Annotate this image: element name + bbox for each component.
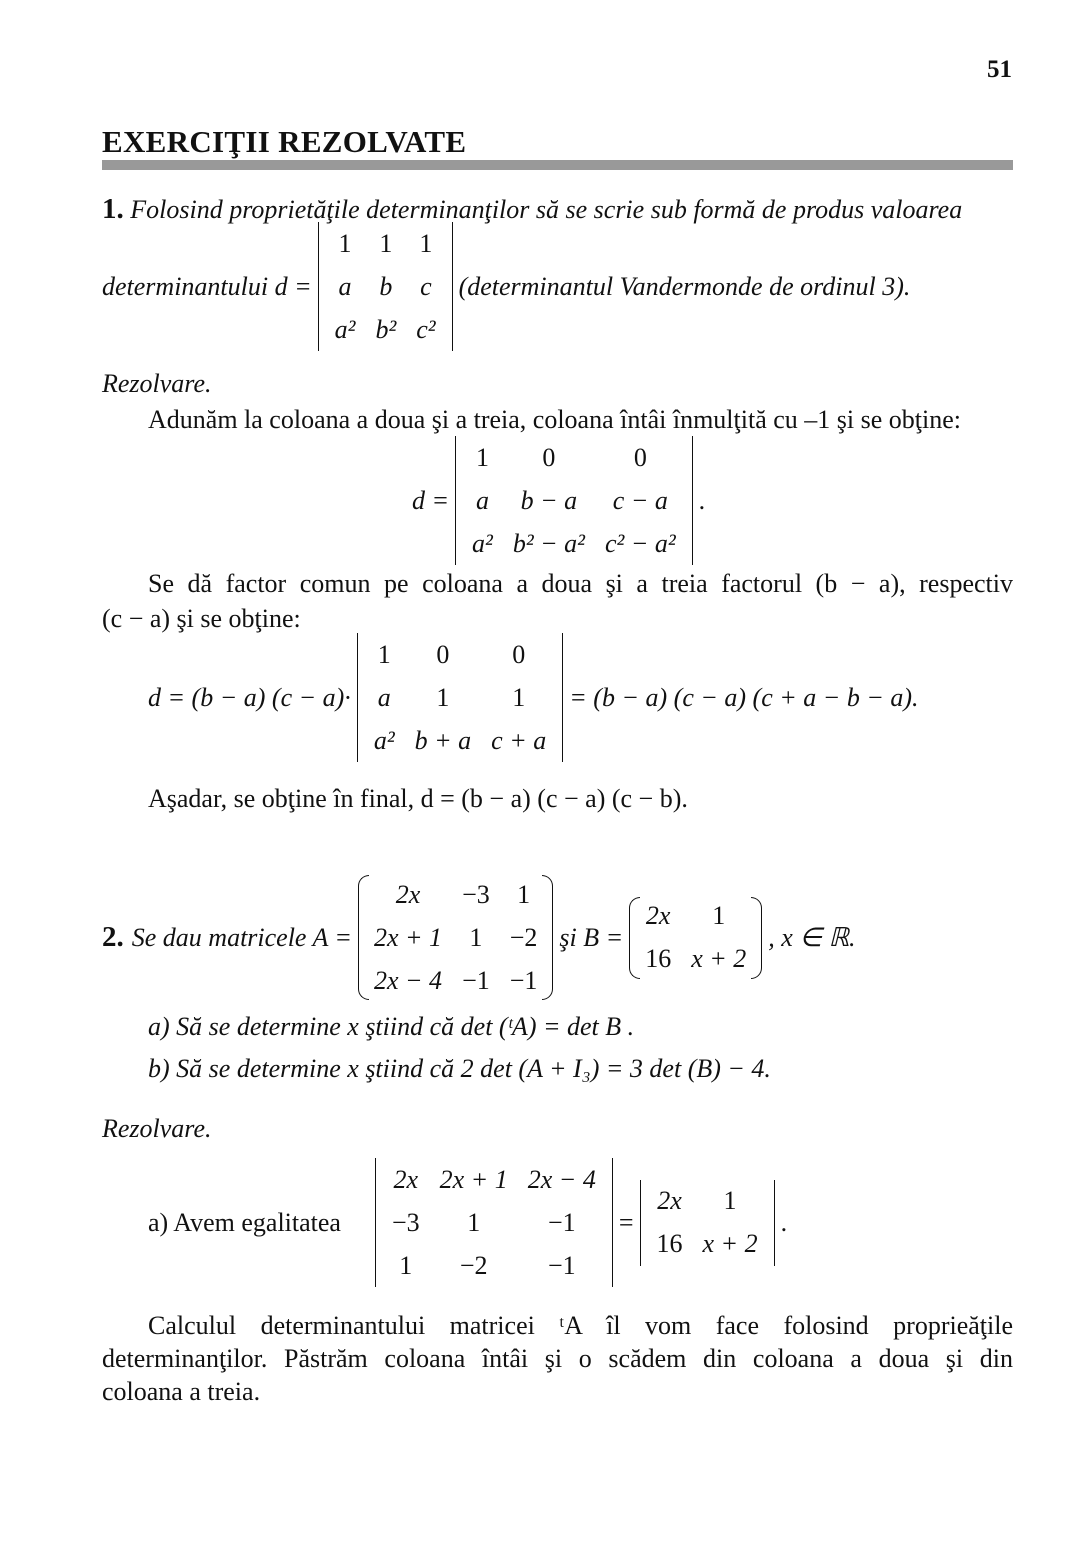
ex1-det-line <box>102 222 910 351</box>
sol-a-label: a) Avem egalitatea <box>148 1207 341 1237</box>
period-2: . <box>780 1207 788 1237</box>
matrix-cell: −1 <box>509 965 538 995</box>
matrix-cell: b + a <box>414 725 472 755</box>
matrix-cell: 2x − 4 <box>373 965 443 995</box>
ex2-number: 2. <box>102 921 124 953</box>
equals: = <box>618 1207 634 1237</box>
d-equals: d = <box>412 485 450 515</box>
matrix-cell: b² − a² <box>512 528 585 558</box>
matrix-cell: c² <box>416 314 436 344</box>
vandermonde-det <box>318 222 453 351</box>
matrix-cell: 1 <box>436 682 450 712</box>
matrix-cell: 1 <box>469 922 483 952</box>
heading-underline-bar <box>102 160 1013 170</box>
matrix-cell: 16 <box>656 1229 683 1258</box>
step2-line1: Se dă factor comun pe coloana a doua şi a treia factorul (b − a), respectiv <box>148 569 1013 598</box>
matrix-cell: 1 <box>377 639 391 669</box>
part-a: a) Să se determine x ştiind că det (ᵗA) = det B . <box>148 1012 635 1041</box>
matrix-cell: b <box>379 271 393 301</box>
matrix-cell: 0 <box>633 442 647 472</box>
matrix-cell: c − a <box>612 485 668 515</box>
matrix-cell: a² <box>373 725 395 755</box>
matrix-cell: x + 2 <box>691 944 747 973</box>
domain: , x ∈ ℝ. <box>768 922 856 952</box>
para-line3: coloana a treia. <box>102 1377 261 1406</box>
matrix-cell: c <box>420 271 432 301</box>
period: . <box>698 485 706 515</box>
matrix-cell: −1 <box>462 965 490 995</box>
conclusion: Aşadar, se obţine în final, d = (b − a) (c − a) (c − b). <box>148 784 688 813</box>
matrix-cell: 1 <box>712 901 726 930</box>
matrix-cell: −1 <box>547 1207 576 1237</box>
matrix-cell: a <box>338 271 352 301</box>
step1-text: Adunăm la coloana a doua şi a treia, coloana întâi înmulţită cu –1 şi se obţine: <box>148 405 961 434</box>
matrix-cell: 2x + 1 <box>439 1164 508 1194</box>
det2 <box>455 436 693 565</box>
and-B: şi B = <box>559 922 624 952</box>
matrix-cell: 0 <box>512 639 526 669</box>
ex1-statement-text: Folosind proprietăţile determinanţilor să se scrie sub formă de produs valoarea <box>130 195 963 224</box>
det-note: (determinantul Vandermonde de ordinul 3). <box>458 271 911 301</box>
matrix-cell: 1 <box>723 1186 737 1215</box>
matrix-cell: a <box>377 682 391 712</box>
page-number: 51 <box>987 56 1012 83</box>
det3 <box>357 633 563 762</box>
matrix-cell: 2x <box>645 901 671 930</box>
matrix-cell: a <box>475 485 489 515</box>
matrix-B <box>629 895 762 981</box>
part-b: b) Să se determine x ştiind că 2 det (A + I₃) = 3 det (B) − 4. <box>148 1054 771 1083</box>
matrix-cell: −3 <box>391 1207 420 1237</box>
matrix-cell: 1 <box>475 442 489 472</box>
matrix-cell: 0 <box>542 442 556 472</box>
matrix-cell: 1 <box>467 1207 481 1237</box>
matrix-cell: b² <box>375 314 397 344</box>
sol-a-line <box>148 1158 787 1287</box>
matrix-cell: 2x <box>657 1186 682 1215</box>
matrix-cell: −2 <box>509 922 538 952</box>
matrix-cell: 1 <box>399 1250 413 1280</box>
matrix-cell: b − a <box>520 485 578 515</box>
eq3-left: d = (b − a) (c − a)· <box>148 682 351 712</box>
det-B <box>640 1180 775 1266</box>
matrix-cell: −3 <box>462 879 490 909</box>
matrix-cell: 1 <box>419 228 433 258</box>
section-heading: EXERCIŢII REZOLVATE <box>102 124 467 159</box>
matrix-cell: 2x + 1 <box>373 922 443 952</box>
eq3-right: = (b − a) (c − a) (c + a − b − a). <box>569 682 919 712</box>
ex1-number: 1. <box>102 193 124 225</box>
matrix-cell: −2 <box>459 1250 488 1280</box>
para-line2: determinanţilor. Păstrăm coloana întâi şi o scădem din coloana a doua şi din <box>102 1344 1013 1373</box>
matrix-cell: c² − a² <box>604 528 676 558</box>
ex2-statement-text: Se dau matricele A = <box>131 922 352 952</box>
matrix-cell: 16 <box>645 944 672 973</box>
matrix-cell: a² <box>334 314 356 344</box>
matrix-cell: 2x <box>395 879 421 909</box>
matrix-cell: −1 <box>547 1250 576 1280</box>
para-line1: Calculul determinantului matricei ᵗA îl vom face folosind proprieăţile <box>148 1311 1013 1340</box>
matrix-cell: 0 <box>436 639 450 669</box>
det-label: determinantului d = <box>102 271 312 301</box>
matrix-cell: 1 <box>379 228 393 258</box>
matrix-cell: a² <box>472 528 493 558</box>
matrix-cell: 1 <box>338 228 352 258</box>
matrix-cell: 2x <box>393 1164 419 1194</box>
matrix-A <box>358 873 553 1002</box>
matrix-cell: 1 <box>512 682 526 712</box>
det3-line <box>148 633 919 762</box>
matrix-cell: c + a <box>491 725 547 755</box>
det-At <box>375 1158 613 1287</box>
det2-line <box>412 436 705 565</box>
solution-label: Rezolvare. <box>102 369 212 398</box>
matrix-cell: 1 <box>517 879 531 909</box>
step2-line2: (c − a) şi se obţine: <box>102 604 301 633</box>
matrix-cell: 2x − 4 <box>527 1164 596 1194</box>
solution-label-2: Rezolvare. <box>102 1114 212 1143</box>
ex2-statement <box>102 873 856 1002</box>
matrix-cell: x + 2 <box>702 1229 758 1258</box>
